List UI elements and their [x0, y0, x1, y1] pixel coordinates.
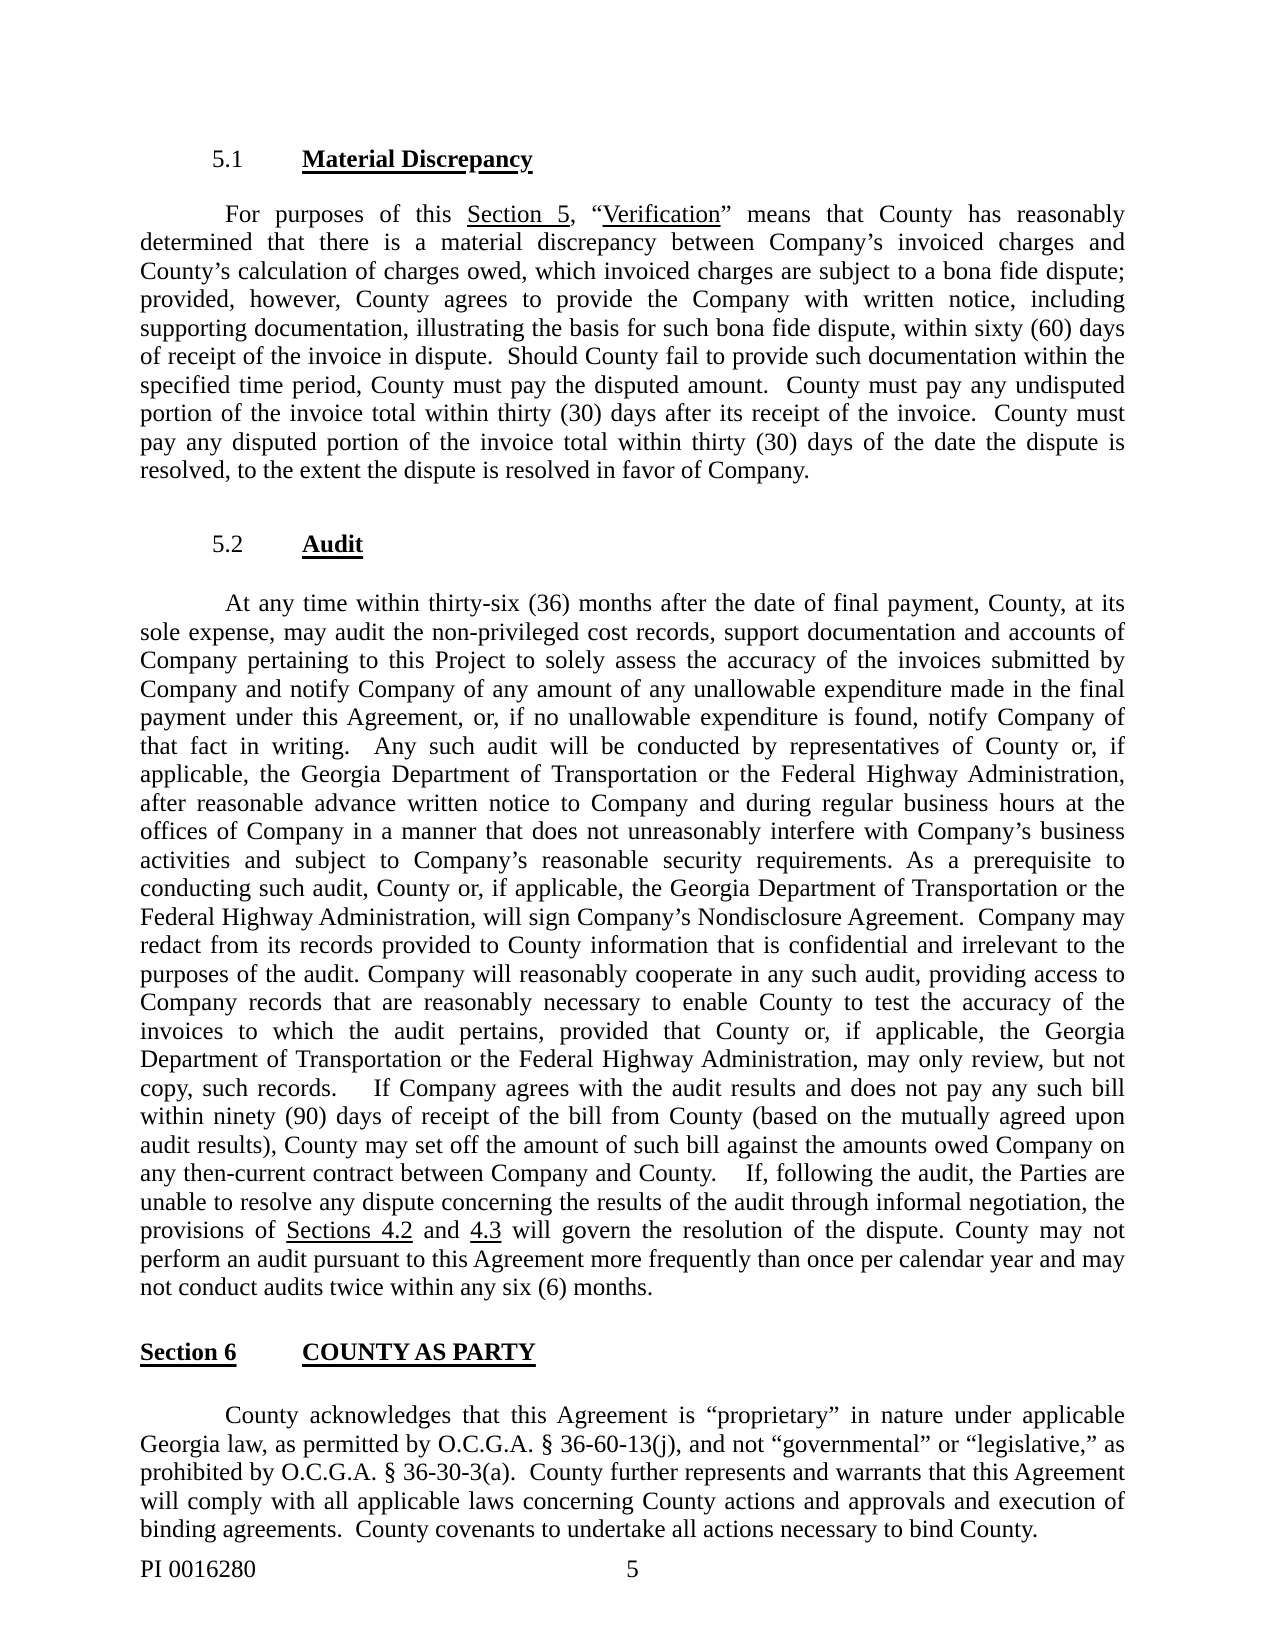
text-segment: At any time within thirty-six (36) months after the date of final payment, County, at its sole expense, may audit the non-privileged cost records, support documentation and accounts of Company pertaining to this Project to solely assess the accuracy of the invoices submitted by Company and notify Company of any amount of any unallowable expenditure made in the final payment under this Agreement, or, if no unallowable expenditure is found, notify Company of that fact in writing. Any such audit will be conducted by representatives of County or, if applicable, the Georgia Department of Transportation or the Federal Highway Administration, after reasonable advance written notice to Company and during regular business hours at the offices of Company in a manner that does not unreasonably interfere with Company’s business activities and subject to Company’s reasonable security requirements. As a prerequisite to conducting such audit, County or, if applicable, the Georgia Department of Transportation or the Federal Highway Administration, will sign Company’s Nondisclosure Agreement. Company may redact from its records provided to County information that is confidential and irrelevant to the purposes of the audit. Company will reasonably cooperate in any such audit, providing access to Company records that are reasonably necessary to enable County to test the accuracy of the invoices to which the audit pertains, provided that County or, if applicable, the Georgia Department of Transportation or the Federal Highway Administration, may only review, but not copy, such records. If Company agrees with the audit results and does not pay any such bill within ninety (90) days of receipt of the bill from County (based on the mutually agreed upon audit results), County may set off the amount of such bill against the amounts owed Company on any then-current contract between Company and County. If, following the audit, the Parties are unable to resolve any dispute concerning the results of the audit through informal negotiation, the provisions of [140, 590, 1132, 1244]
text-segment: , “ [569, 200, 603, 228]
page-footer [140, 1556, 1125, 1585]
document-body [140, 146, 1132, 1545]
section-number-5-2: 5.2 [212, 530, 244, 558]
text-segment: For purposes of this [225, 200, 467, 228]
text-segment: will govern the resolution of the dispute. County may not perform an audit pursuant to this Agreement more frequently than once per calendar year and may not conduct audits twice within any six (6) months. [140, 1217, 1132, 1301]
text-segment: County acknowledges that this Agreement is “proprietary” in nature under applicable Georgia law, as permitted by O.C.G.A. § 36-60-13(j), and not “governmental” or “legislative,” as prohibited by O.C.G.A. § 36-30-3(a). County further represents and warrants that this Agreement will comply with all applicable laws concerning County actions and approvals and execution of binding agreements. County covenants to undertake all actions necessary to bind County. [140, 1402, 1132, 1543]
paragraph-county-as-party [140, 1402, 1132, 1545]
text-segment: and [412, 1217, 471, 1244]
section-title-county-as-party: COUNTY AS PARTY [302, 1338, 536, 1366]
section-heading-5-2 [140, 531, 1125, 560]
paragraph-audit [140, 590, 1132, 1303]
section-title-material-discrepancy: Material Discrepancy [302, 146, 533, 173]
document-id: PI 0016280 [140, 1556, 256, 1583]
section-title-audit: Audit [302, 530, 364, 558]
page-number: 5 [626, 1556, 639, 1583]
text-segment: ” means that County has reasonably determined that there is a material discrepancy between Company’s invoiced charges and County’s calculation of charges owed, which invoiced charges are subject to a bona fide dispute; provided, however, County agrees to provide the Company with written notice, including supporting documentation, illustrating the basis for such bona fide dispute, within sixty (60) days of receipt of the invoice in dispute. Should County fail to provide such documentation within the specified time period, County must pay the disputed amount. County must pay any undisputed portion of the invoice total within thirty (30) days after its receipt of the invoice. County must pay any disputed portion of the invoice total within thirty (30) days of the date the dispute is resolved, to the extent the dispute is resolved in favor of Company. [140, 200, 1132, 484]
underlined-reference: Section 5 [466, 200, 570, 228]
section-number-6: Section 6 [140, 1338, 237, 1366]
underlined-reference: 4.3 [470, 1217, 502, 1244]
section-heading-5-1 [140, 146, 1125, 175]
underlined-reference: Sections 4.2 [286, 1217, 413, 1244]
section-heading-6 [140, 1339, 1125, 1368]
section-number-5-1: 5.1 [212, 146, 244, 173]
paragraph-material-discrepancy [140, 200, 1132, 486]
underlined-reference: Verification [602, 200, 721, 228]
